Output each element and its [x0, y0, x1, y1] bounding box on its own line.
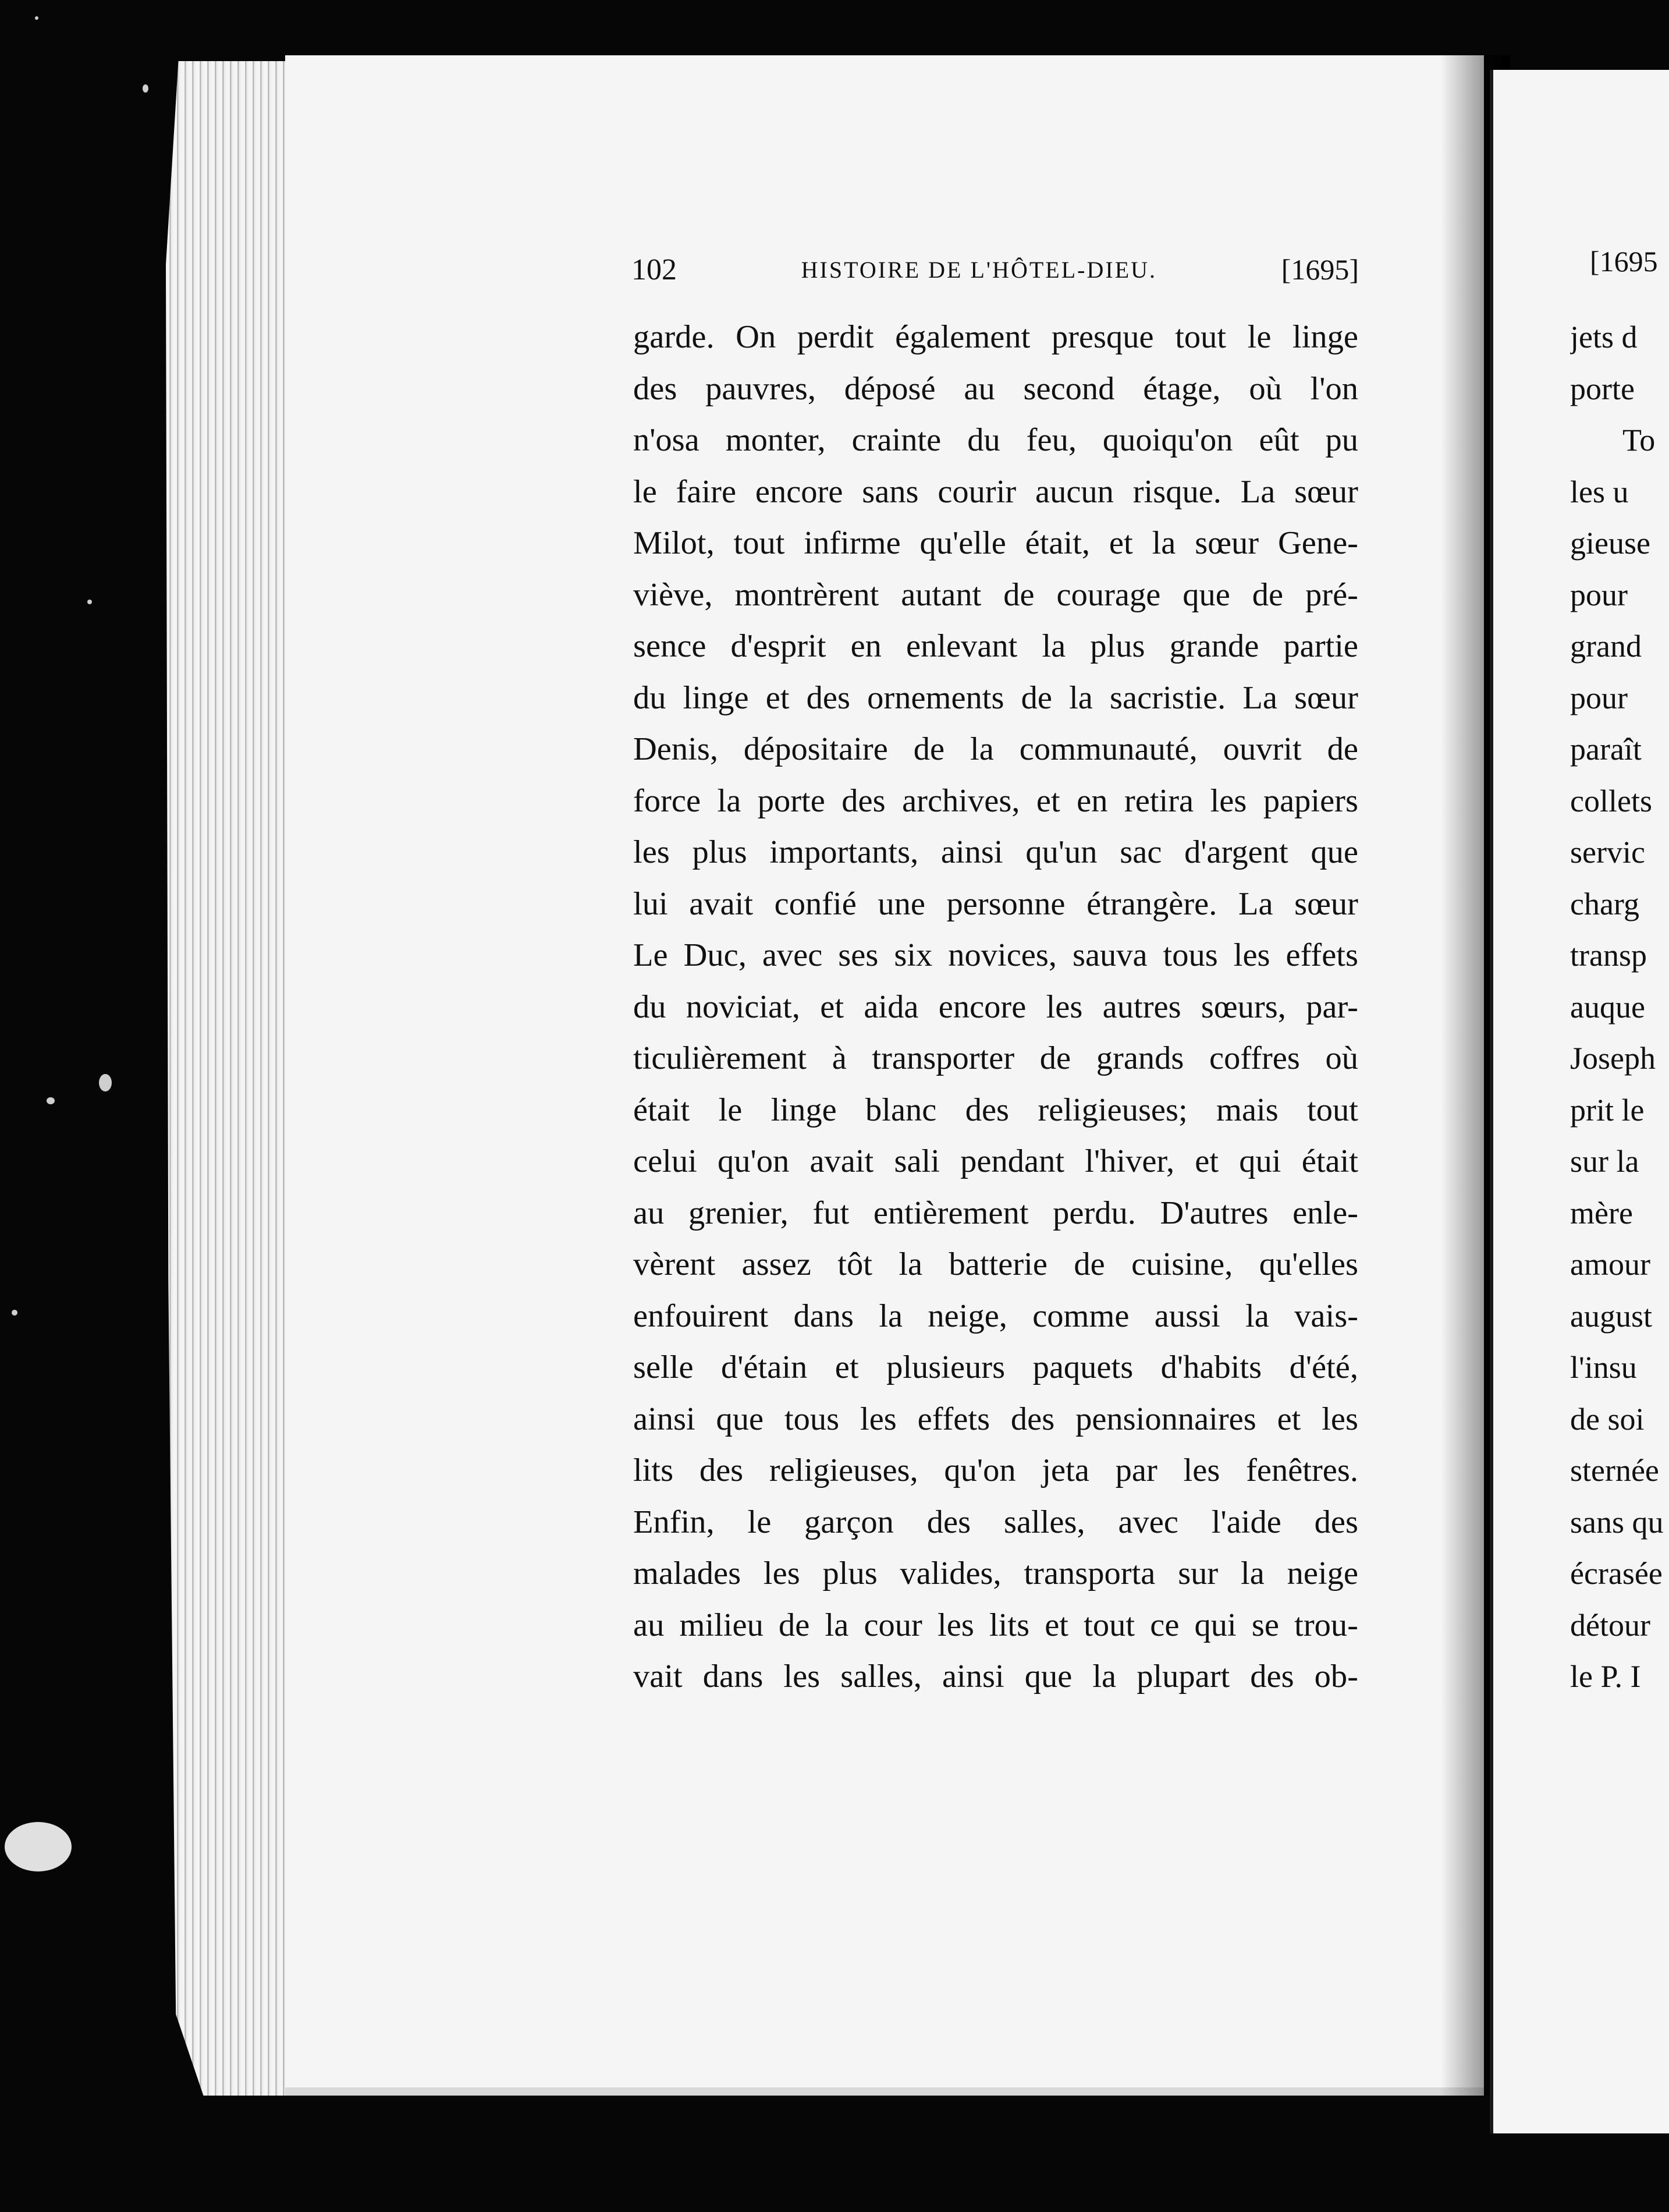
text-line: des pauvres, déposé au second étage, où l'on	[633, 370, 1358, 407]
dust-speck	[35, 16, 38, 20]
right-text-line: august	[1570, 1298, 1652, 1334]
text-line: ticulièrement à transporter de grands coffres où	[633, 1040, 1358, 1076]
right-text-line: sternée	[1570, 1453, 1659, 1488]
text-line: force la porte des archives, et en retira les papiers	[633, 782, 1358, 819]
text-line: garde. On perdit également presque tout le linge	[633, 319, 1358, 355]
dust-speck	[5, 1822, 72, 1871]
text-line: lits des religieuses, qu'on jeta par les fenêtres.	[633, 1452, 1358, 1488]
text-line: au milieu de la cour les lits et tout ce qui se trou-	[633, 1607, 1358, 1643]
right-text-line: To	[1622, 423, 1656, 458]
right-text-line: de soi	[1570, 1401, 1645, 1437]
right-text-line: écrasée	[1570, 1556, 1663, 1591]
right-text-line: Joseph	[1570, 1041, 1656, 1076]
text-line: celui qu'on avait sali pendant l'hiver, et qui était	[633, 1143, 1358, 1179]
text-line: vait dans les salles, ainsi que la plupart des ob-	[633, 1658, 1358, 1695]
right-text-line: les u	[1570, 474, 1629, 509]
right-text-line: prit le	[1570, 1092, 1645, 1128]
page-edges	[166, 61, 291, 2096]
text-line: au grenier, fut entièrement perdu. D'autres enle-	[633, 1194, 1358, 1231]
right-text-line: servic	[1570, 835, 1645, 870]
right-text-line: l'insu	[1570, 1350, 1637, 1385]
text-line: les plus importants, ainsi qu'un sac d'argent que	[633, 834, 1358, 870]
text-line: Enfin, le garçon des salles, avec l'aide des	[633, 1504, 1358, 1540]
text-line: enfouirent dans la neige, comme aussi la vais-	[633, 1298, 1358, 1334]
right-running-year: [1695	[1590, 245, 1658, 278]
running-year: [1695]	[1281, 253, 1359, 286]
text-line: Milot, tout infirme qu'elle était, et la sœur Gene-	[633, 525, 1358, 561]
running-head	[631, 243, 1359, 296]
running-title: HISTOIRE DE L'HÔTEL-DIEU.	[801, 256, 1157, 283]
right-text-line: pour	[1570, 577, 1628, 612]
text-line: viève, montrèrent autant de courage que de pré-	[633, 576, 1358, 613]
right-text-line: détour	[1570, 1607, 1650, 1643]
text-line: était le linge blanc des religieuses; mais tout	[633, 1091, 1358, 1128]
right-text-line: gieuse	[1570, 526, 1650, 561]
right-text-line: auque	[1570, 989, 1645, 1025]
text-line: selle d'étain et plusieurs paquets d'habits d'été,	[633, 1349, 1358, 1385]
right-text-line: grand	[1570, 629, 1642, 664]
text-line: n'osa monter, crainte du feu, quoiqu'on eût pu	[633, 422, 1358, 458]
right-text-line: charg	[1570, 886, 1639, 921]
right-text-line: transp	[1570, 938, 1647, 973]
text-line: Le Duc, avec ses six novices, sauva tous les effets	[633, 937, 1358, 973]
right-text-line: paraît	[1570, 732, 1642, 767]
text-line: ainsi que tous les effets des pensionnaires et les	[633, 1401, 1358, 1437]
right-text-line: porte	[1570, 371, 1635, 406]
body-text	[633, 311, 1358, 1703]
dust-speck	[99, 1074, 112, 1091]
right-text-line: sans qu	[1570, 1504, 1664, 1540]
right-text-line: sur la	[1570, 1144, 1639, 1179]
text-line: du noviciat, et aida encore les autres sœurs, par-	[633, 988, 1358, 1025]
dust-speck	[87, 600, 92, 604]
text-line: malades les plus valides, transporta sur la neige	[633, 1555, 1358, 1591]
right-text-line: mère	[1570, 1195, 1633, 1231]
text-line: vèrent assez tôt la batterie de cuisine, qu'elles	[633, 1246, 1358, 1282]
right-text-line: jets d	[1570, 320, 1638, 355]
page-number: 102	[631, 253, 677, 286]
right-text-line: le P. I	[1570, 1659, 1641, 1694]
text-line: Denis, dépositaire de la communauté, ouvrit de	[633, 731, 1358, 767]
right-text-line: amour	[1570, 1247, 1650, 1282]
text-line: sence d'esprit en enlevant la plus grande partie	[633, 628, 1358, 664]
text-line: lui avait confié une personne étrangère. La sœur	[633, 885, 1358, 922]
right-text-line: pour	[1570, 680, 1628, 715]
right-body-text	[1570, 311, 1669, 1703]
text-line: le faire encore sans courir aucun risque. La sœur	[633, 473, 1358, 510]
dust-speck	[12, 1310, 17, 1316]
text-line: du linge et des ornements de la sacristie. La sœur	[633, 679, 1358, 716]
dust-speck	[143, 84, 148, 93]
right-text-line: collets	[1570, 783, 1652, 818]
dust-speck	[47, 1097, 55, 1104]
